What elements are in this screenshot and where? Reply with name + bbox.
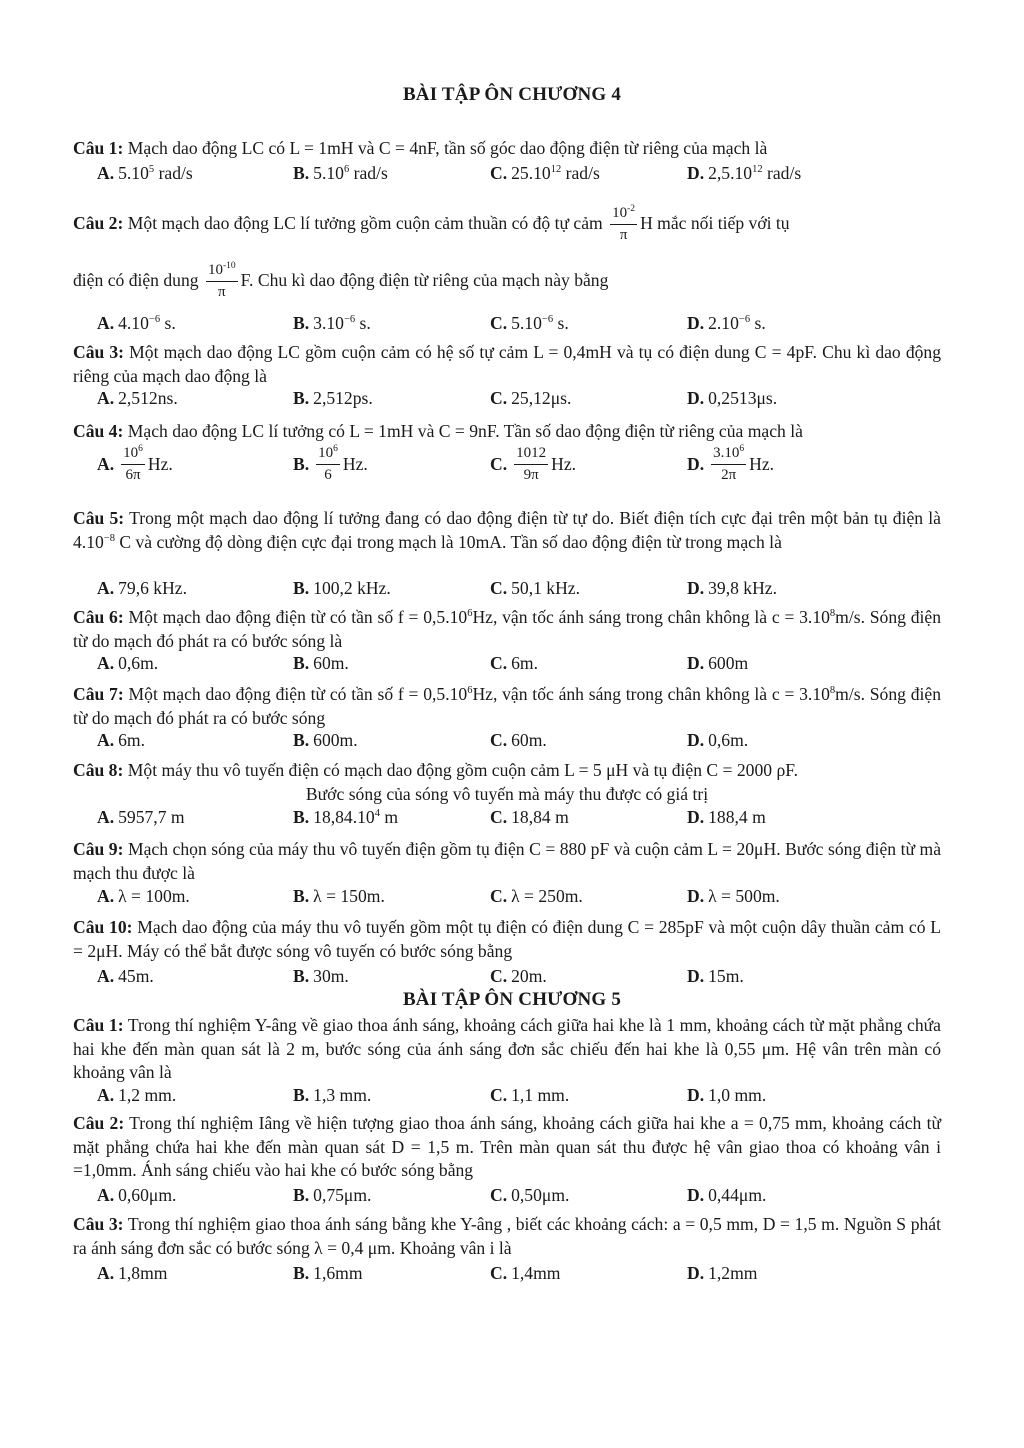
question-label: Câu 9: (73, 839, 124, 859)
answer-options (0, 313, 1024, 337)
answer-options (0, 807, 1024, 831)
option-b: B. 0,75μm. (293, 1185, 372, 1205)
question-text: Mạch dao động LC lí tưởng có L = 1mH và C = 9nF. Tần số dao động điện từ riêng của mạch là (127, 421, 803, 441)
question-label: Câu 10: (73, 917, 133, 937)
answer-options (0, 653, 1024, 677)
question-label: Câu 2: (73, 1113, 125, 1133)
option-a: A. $4.10^{-6}$ s. (97, 313, 176, 333)
option-c: C. 6m. (490, 653, 538, 673)
question-6: Câu 6: Một mạch dao động điện từ có tần số $f = 0,5.10^6Hz$, vận tốc ánh sáng trong chân không là $c = 3.10^8m/s$. Sóng điện từ do mạch đó phát ra có bước sóng là (73, 607, 941, 651)
question-label: Câu 1: (73, 1015, 124, 1035)
option-d: D. 0,44μm. (687, 1185, 767, 1205)
option-a: A. 1,8mm (97, 1263, 168, 1283)
option-a: A. 5.10$^5$ rad/s (97, 163, 193, 183)
question-1 (73, 137, 941, 161)
answer-options (0, 1085, 1024, 1109)
capacitance-fraction: $\frac{10^{-10}}{\pi}$ (207, 261, 236, 301)
answer-options (0, 1263, 1024, 1287)
option-c: C. 0,50μm. (490, 1185, 570, 1205)
option-d: D. 1,0 mm. (687, 1085, 767, 1105)
option-b: B. 60m. (293, 653, 349, 673)
answer-options (0, 966, 1024, 990)
question-10 (73, 916, 941, 963)
option-b: B. 30m. (293, 966, 349, 986)
question-label: Câu 3: (73, 1214, 124, 1234)
question-text: Mạch chọn sóng của máy thu vô tuyến điện gồm tụ điện C = 880 pF và cuộn cảm L = 20μH. Bước sóng điện từ mà mạch thu được là (73, 839, 941, 883)
question-text: Trong thí nghiệm Iâng về hiện tượng giao thoa ánh sáng, khoảng cách giữa hai khe a = 0,75 mm, khoảng cách từ mặt phẳng chứa hai khe đến màn quan sát D = 1,5 m. Trên màn quan sát thu được hệ vân giao thoa có khoảng vân i =1,0mm. Ánh sáng chiếu vào hai khe có bước sóng bằng (73, 1113, 941, 1180)
question-label: Câu 5: (73, 508, 125, 528)
option-c: C. λ = 250m. (490, 886, 583, 906)
question-text: Mạch dao động của máy thu vô tuyến gồm một tụ điện có điện dung C = 285pF và một cuộn dây thuần cảm có L = 2μH. Máy có thể bắt được sóng vô tuyến có bước sóng bằng (73, 917, 941, 961)
question-label: Câu 3: (73, 342, 125, 362)
option-c: C. 25.10$^{12}$ rad/s (490, 163, 600, 183)
answer-options (0, 446, 1024, 498)
option-d: D. 0,2513μs. (687, 388, 778, 408)
option-c: C. $5.10^{-6}$ s. (490, 313, 569, 333)
chapter5-title: BÀI TẬP ÔN CHƯƠNG 5 (402, 989, 622, 1010)
option-b: B. $\frac{10^6}{6}$ Hz. (293, 444, 368, 483)
question-2-line1: Câu 2: Một mạch dao động LC lí tưởng gồm cuộn cảm thuần có độ tự cảm $\frac{10^{-2}}{\pi}$ H mắc nối tiếp với tụ (73, 204, 790, 244)
option-a: A. 5957,7 m (97, 807, 185, 827)
option-a: A. 79,6 kHz. (97, 578, 188, 598)
option-b: B. 2,512ps. (293, 388, 373, 408)
option-a: A. 2,512ns. (97, 388, 178, 408)
option-d: D. $\frac{3.10^6}{2\pi}$ Hz. (687, 444, 775, 483)
option-b: B. 1,3 mm. (293, 1085, 372, 1105)
question-label: Câu 6: (73, 607, 124, 627)
option-d: D. 15m. (687, 966, 744, 986)
question-4 (73, 420, 941, 444)
option-d: D. $2.10^{-6}$ s. (687, 313, 766, 333)
ch5-question-1 (73, 1014, 941, 1085)
answer-options (0, 730, 1024, 754)
option-c: C. 18,84 m (490, 807, 569, 827)
option-d: D. λ = 500m. (687, 886, 780, 906)
question-9 (73, 838, 941, 885)
option-d: D. 188,4 m (687, 807, 766, 827)
answer-options (0, 163, 1024, 187)
option-b: B. 5.10$^6$ rad/s (293, 163, 388, 183)
option-b: B. $3.10^{-6}$ s. (293, 313, 371, 333)
option-c: C. 1,1 mm. (490, 1085, 570, 1105)
question-2-line2: điện có điện dung $\frac{10^{-10}}{\pi}$ F. Chu kì dao động điện từ riêng của mạch này bằng (73, 261, 609, 301)
option-b: B. 100,2 kHz. (293, 578, 391, 598)
option-d: D. 0,6m. (687, 730, 749, 750)
inductance-fraction: $\frac{10^{-2}}{\pi}$ (612, 204, 636, 244)
option-d: D. 2,5.10$^{12}$ rad/s (687, 163, 802, 183)
question-text: Mạch dao động LC có L = 1mH và C = 4nF, tần số góc dao động điện từ riêng của mạch là (127, 138, 768, 158)
question-label: Câu 7: (73, 684, 124, 704)
question-8-line2: Bước sóng của sóng vô tuyến mà máy thu được có giá trị (305, 784, 709, 804)
option-a: A. $\frac{10^6}{6\pi}$ Hz. (97, 444, 173, 483)
option-a: A. 6m. (97, 730, 145, 750)
option-a: A. 1,2 mm. (97, 1085, 177, 1105)
question-label: Câu 1: (73, 138, 124, 158)
question-text: Trong thí nghiệm giao thoa ánh sáng bằng khe Y-âng , biết các khoảng cách: a = 0,5 mm, D = 1,5 m. Nguồn S phát ra ánh sáng đơn sắc có bước sóng λ = 0,4 μm. Khoảng vân i là (73, 1214, 941, 1258)
answer-options (0, 388, 1024, 412)
question-label: Câu 4: (73, 421, 124, 441)
answer-options (0, 578, 1024, 602)
option-c: C. 50,1 kHz. (490, 578, 581, 598)
option-b: B. 600m. (293, 730, 358, 750)
option-a: A. 0,6m. (97, 653, 159, 673)
option-d: D. 39,8 kHz. (687, 578, 778, 598)
question-text: Trong thí nghiệm Y-âng về giao thoa ánh sáng, khoảng cách giữa hai khe là 1 mm, khoảng cách từ mặt phẳng chứa hai khe đến màn quan sát là 2 m, bước sóng của ánh sáng đơn sắc chiếu đến hai khe là 0,55 μm. Hệ vân trên màn có khoảng vân là (73, 1015, 941, 1082)
option-c: C. 1,4mm (490, 1263, 561, 1283)
question-7: Câu 7: Một mạch dao động điện từ có tần số $f = 0,5.10^6Hz$, vận tốc ánh sáng trong chân không là $c = 3.10^8m/s$. Sóng điện từ do mạch đó phát ra có bước sóng (73, 684, 941, 728)
option-a: A. λ = 100m. (97, 886, 190, 906)
option-d: D. 1,2mm (687, 1263, 758, 1283)
answer-options (0, 1185, 1024, 1209)
option-c: C. 60m. (490, 730, 547, 750)
chapter4-title: BÀI TẬP ÔN CHƯƠNG 4 (402, 84, 622, 105)
question-text: Một mạch dao động LC gồm cuộn cảm có hệ số tự cảm L = 0,4mH và tụ có điện dung C = 4pF. Chu kì dao động riêng của mạch dao động là (73, 342, 942, 386)
option-d: D. 600m (687, 653, 749, 673)
question-5: Câu 5: Trong một mạch dao động lí tưởng đang có dao động điện từ tự do. Biết điện tích cực đại trên một bản tụ điện là $4.10^{-8}$ C và cường độ dòng điện cực đại trong mạch là 10mA. Tần số dao động điện từ trong mạch là (73, 508, 941, 552)
option-a: A. 0,60μm. (97, 1185, 177, 1205)
option-b: B. λ = 150m. (293, 886, 385, 906)
option-c: C. 20m. (490, 966, 547, 986)
option-b: B. 18,84.10$^4$ m (293, 807, 399, 827)
option-b: B. 1,6mm (293, 1263, 363, 1283)
question-8: Câu 8: Một máy thu vô tuyến điện có mạch dao động gồm cuộn cảm L = 5 μH và tụ điện C = 2000 ρF. (73, 760, 798, 780)
ch5-question-2 (73, 1112, 941, 1183)
question-label: Câu 8: (73, 760, 124, 780)
answer-options (0, 886, 1024, 910)
option-c: C. 25,12μs. (490, 388, 572, 408)
option-a: A. 45m. (97, 966, 154, 986)
ch5-question-3 (73, 1213, 941, 1260)
question-3 (73, 341, 941, 388)
option-c: C. $\frac{1012}{9\pi}$ Hz. (490, 445, 577, 483)
question-label: Câu 2: (73, 213, 124, 233)
